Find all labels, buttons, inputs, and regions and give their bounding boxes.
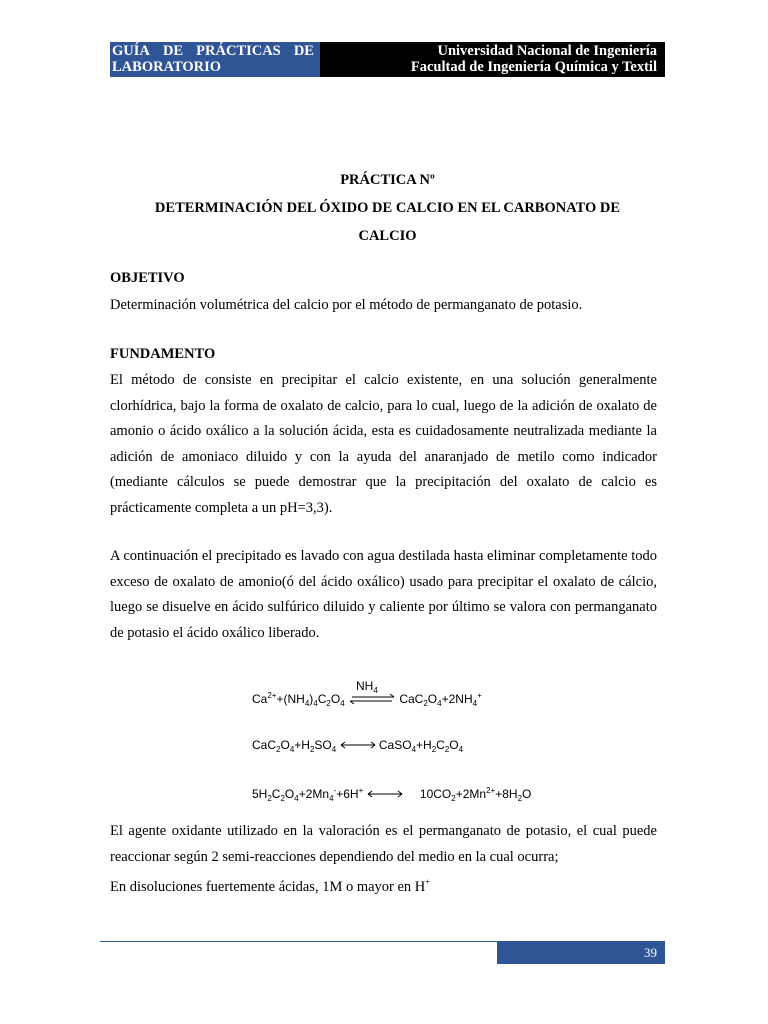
equation-2: [252, 738, 463, 754]
guide-title-word: DE: [162, 43, 184, 59]
guide-title-line2: LABORATORIO: [112, 59, 222, 75]
fundamento-paragraph-2: A continuación el precipitado es lavado con agua destilada hasta eliminar completamente todo exceso de oxalato de amonio(ó del ácido oxálico) usado para precipitar el oxalato de cálcio, luego se disuelve en ácido sulfúrico diluido y caliente por último se valora con permanganato de potasio el ácido oxálico liberado.: [110, 548, 657, 641]
equation-1-condition: $NH_4$: [355, 678, 378, 695]
objetivo-text: Determinación volumétrica del calcio por el método de permanganato de potasio.: [110, 297, 583, 313]
practice-number: PRÁCTICA Nº: [340, 172, 435, 188]
equation-1-left: $Ca^{2+}+(NH_4)_4C_2O_4$: [252, 691, 345, 708]
double-arrow-icon: [340, 739, 376, 753]
practice-title-line: CALCIO: [358, 228, 417, 244]
practice-title-line: DETERMINACIÓN DEL ÓXIDO DE CALCIO EN EL CARBONATO DE: [154, 200, 621, 216]
equation-1-right: $CaC_2O_4+2NH_4^+$: [399, 691, 482, 708]
university-name: Universidad Nacional de Ingeniería: [437, 43, 657, 59]
double-arrow-icon: [367, 788, 403, 802]
equilibrium-arrow-icon: [348, 678, 396, 707]
guide-title-box: [110, 42, 320, 77]
closing-last-line: En disoluciones fuertemente ácidas, 1M o mayor en H+: [110, 877, 431, 895]
equation-2-left: $CaC_2O_4+H_2SO_4$: [252, 738, 337, 754]
guide-title-word: PRÁCTICAS: [196, 43, 281, 59]
page-number: 39: [644, 945, 657, 960]
page-header: [110, 42, 665, 77]
equation-1: [252, 678, 482, 708]
equation-3: [252, 786, 531, 803]
fundamento-paragraph-1: El método de consiste en precipitar el calcio existente, en una solución generalmente clorhídrica, bajo la forma de oxalato de calcio, para lo cual, luego de la adición de oxalato de amonio o ácido oxálico a la solución ácida, esta es cuidadosamente neutralizada mediante la adición de amoniaco diluido y con la ayuda del anaranjado de metilo como indicador (mediante cálculos se puede demostrar que la precipitación del oxalato de calcio es prácticamente completa a un pH=3,3).: [110, 372, 657, 516]
equation-2-right: $CaSO_4+H_2C_2O_4$: [378, 738, 464, 754]
page-number-box: [497, 941, 665, 964]
equation-3-right: $10CO_2+2Mn^{2+}+8H_2O$: [419, 786, 532, 803]
institution-box: [320, 42, 665, 77]
closing-paragraph: El agente oxidante utilizado en la valoración es el permanganato de potasio, el cual puede reaccionar según 2 semi-reacciones dependiendo del medio en la cual ocurra; En disoluciones fuertemente ácidas, 1M o mayor en H+: [110, 819, 657, 900]
guide-title-word: DE: [293, 43, 314, 59]
equation-3-left: $5H_2C_2O_4+2Mn_4^-+6H^+$: [252, 786, 364, 803]
faculty-name: Facultad de Ingeniería Química y Textil: [410, 59, 657, 75]
guide-title-word: GUÍA: [112, 43, 150, 59]
objetivo-heading: OBJETIVO: [110, 270, 185, 286]
practice-title: [110, 166, 665, 250]
fundamento-heading: FUNDAMENTO: [110, 346, 216, 362]
